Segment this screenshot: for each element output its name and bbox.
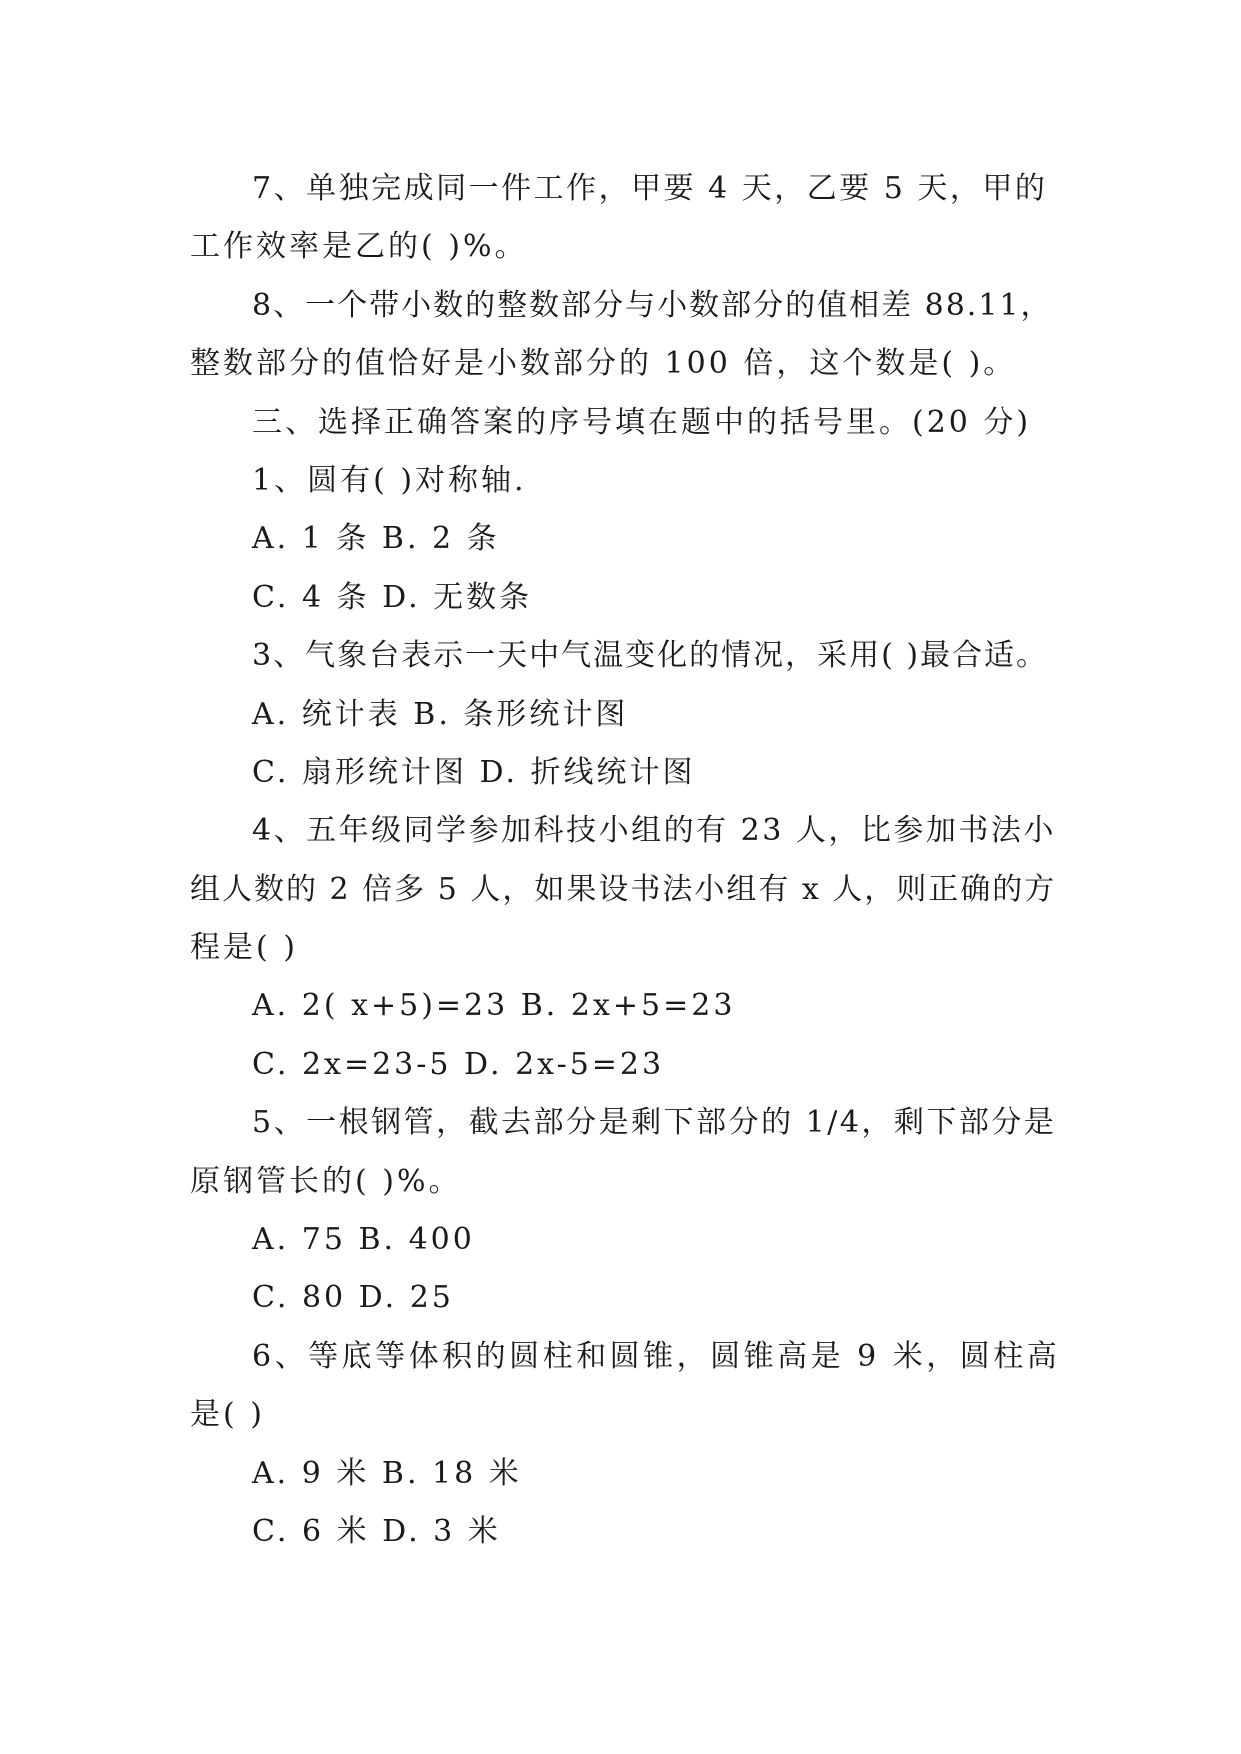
choice-question-1: 1、圆有( )对称轴. <box>252 462 527 498</box>
choice-question-4-options-ab: A. 2( x+5)=23 B. 2x+5=23 <box>252 988 736 1024</box>
choice-question-3-options-ab: A. 统计表 B. 条形统计图 <box>252 696 629 732</box>
choice-question-1-options-cd: C. 4 条 D. 无数条 <box>252 579 533 615</box>
choice-question-5-options-ab: A. 75 B. 400 <box>252 1222 475 1258</box>
question-7-line-1: 7、单独完成同一件工作，甲要 4 天，乙要 5 天，甲的 <box>252 171 1048 206</box>
choice-question-6-line-2: 是( ) <box>190 1397 265 1433</box>
question-7-line-2: 工作效率是乙的( )%。 <box>190 229 528 265</box>
choice-question-4-options-cd: C. 2x=23-5 D. 2x-5=23 <box>252 1046 665 1082</box>
choice-question-4-line-2: 组人数的 2 倍多 5 人，如果设书法小组有 x 人，则正确的方 <box>190 871 1057 907</box>
document-body <box>190 160 1060 1561</box>
question-8-line-2: 整数部分的值恰好是小数部分的 100 倍，这个数是( )。 <box>190 346 1017 382</box>
choice-question-5-line-1: 5、一根钢管，截去部分是剩下部分的 1/4，剩下部分是 <box>252 1105 1057 1141</box>
choice-question-1-options-ab: A. 1 条 B. 2 条 <box>252 521 500 557</box>
choice-question-6-options-cd: C. 6 米 D. 3 米 <box>252 1513 501 1549</box>
choice-question-5-options-cd: C. 80 D. 25 <box>252 1280 454 1316</box>
choice-question-5-line-2: 原钢管长的( )%。 <box>190 1163 462 1199</box>
choice-question-4-line-3: 程是( ) <box>190 930 298 966</box>
question-8-line-1: 8、一个带小数的整数部分与小数部分的值相差 88.11， <box>252 287 1053 323</box>
section-3-heading: 三、选择正确答案的序号填在题中的括号里。(20 分) <box>252 404 1032 440</box>
choice-question-4-line-1: 4、五年级同学参加科技小组的有 23 人，比参加书法小 <box>252 813 1056 849</box>
choice-question-6-options-ab: A. 9 米 B. 18 米 <box>252 1455 522 1491</box>
choice-question-6-line-1: 6、等底等体积的圆柱和圆锥，圆锥高是 9 米，圆柱高 <box>252 1338 1061 1374</box>
choice-question-3: 3、气象台表示一天中气温变化的情况，采用( )最合适。 <box>252 638 1049 674</box>
choice-question-3-options-cd: C. 扇形统计图 D. 折线统计图 <box>252 754 696 790</box>
